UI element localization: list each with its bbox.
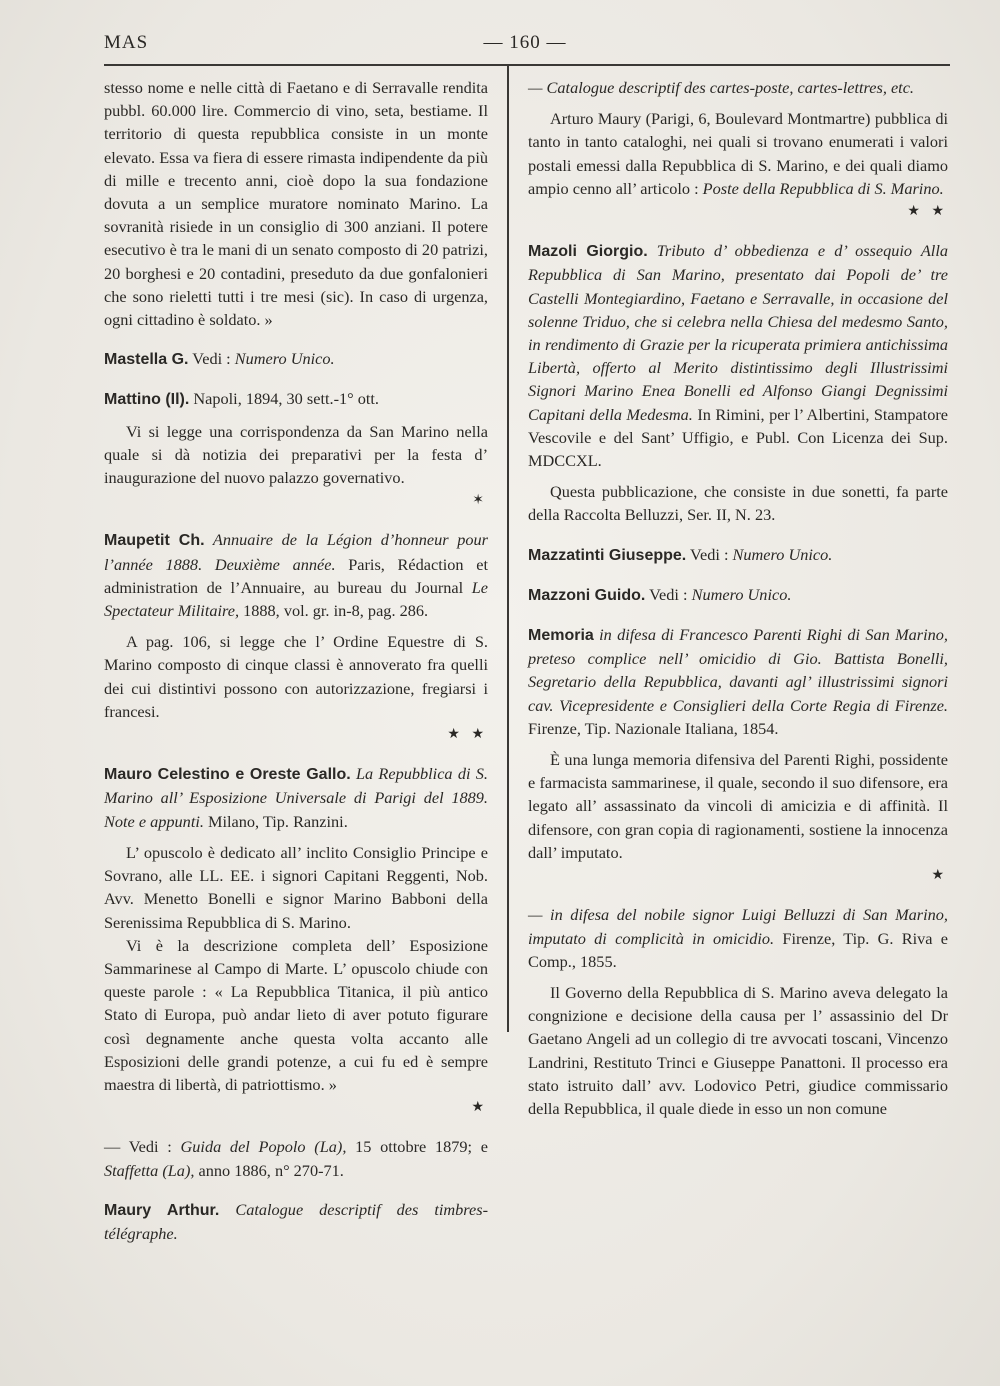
entry-maury (104, 1198, 488, 1245)
entry-ref: Numero Unico. (691, 584, 792, 604)
entry-note-text: Arturo Maury (Parigi, 6, Boulevard Montmartre) pubblica di tanto in tanto cataloghi, nei quali si trovano enumerati i valori postali emessi dalla Repubblica di S. Marino, e dei quali diamo ampio cenno all’ articolo : (528, 109, 948, 198)
entry-note: L’ opuscolo è dedicato all’ inclito Consiglio Principe e Sovrano, alle LL. EE. i signori Capitani Reggenti, Nob. Avv. Menetto Bonelli e signor Marino Babboni della Serenissima Repubblica di S. Marino. (104, 842, 488, 932)
asterisk-mark: ✶ (472, 493, 488, 509)
entry-title: Catalogue descriptif des timbres-télégraphe. (104, 1199, 488, 1243)
entry-text: In Rimini, per l’ Albertini, Stampatore Vescovile e del Sant’ Uffigio, e Publ. Con Licenza dei Sup. MDCCXL. (528, 404, 948, 471)
entry-text: Firenze, Tip. Nazionale Italiana, 1854. (528, 718, 779, 738)
page-header (104, 32, 946, 58)
entry-text-2: 15 ottobre 1879; e (346, 1137, 488, 1157)
star-mark: ★ ★ (907, 204, 948, 220)
right-column (528, 76, 948, 1136)
star-mark: ★ (931, 868, 948, 884)
entry-text: Firenze, Tip. G. Riva e Comp., 1855. (528, 928, 949, 971)
entry-title: — in difesa del nobile signor Luigi Belluzzi di San Marino, imputato di complicità in omicidio. (528, 905, 948, 948)
entry-text: Vedi : (188, 349, 235, 369)
entry-note (528, 107, 948, 200)
entry-text-2: 1888, vol. gr. in-8, pag. 286. (239, 601, 429, 621)
entry-title: in difesa di Francesco Parenti Righi di San Marino, preteso complice nell’ omicidio di Gio. Battista Bonelli, Segretario della Repubblica, davanti agl’ illustrissimi signori cav. Vicepresidente e Consiglieri della Corte Regia di Firenze. (528, 625, 948, 715)
entry-lead: Mattino (Il). (104, 391, 190, 409)
entry-text: — Vedi : (104, 1137, 181, 1157)
running-head: MAS (104, 32, 149, 53)
entry-lead: Mazoli Giorgio. (528, 243, 648, 261)
entry-mazoli (528, 239, 948, 526)
entry-mauro (104, 762, 488, 1119)
entry-ref: Numero Unico. (732, 544, 833, 564)
entry-title: Tributo d’ obbedienza e d’ ossequio Alla Repubblica di San Marino, presentato dai Popoli de’ tre Castelli Montegiardino, Faetano e Serravalle, in occasione del solenne Triduo, che si celebra nella Chiesa del medesmo Santo, in rendimento di Grazie per la ricuperata primiera antichissima Libertà, offerto al Merito distintissimo degli Illustrissimi Signori Marino Enea Bonelli ed Alfonso Giangi Degnissimi Capitani della Medesma. (528, 241, 948, 424)
entry-ref-2: Staffetta (La), (104, 1160, 195, 1180)
continued-paragraph: stesso nome e nelle città di Faetano e di Serravalle rendita pubbl. 60.000 lire. Commercio di vino, seta, bestiame. Il territorio di questa repubblica consiste in un monte elevato. Essa va fiera di essere rimasta indipendente da più di mille e trecento anni, cioè dopo la sua fondazione dovuta a un semplice muratore nominato Marino. La sovranità risiede in un consiglio di 300 anziani. Il potere esecutivo è tra le mani di un senato composto di 20 patrizi, 20 borghesi e 20 contadini, preseduto da due gonfalonieri che sono rieletti tutti i tre mesi (sic). In caso di urgenza, ogni cittadino è soldato. » (104, 78, 488, 330)
entry-mazzatinti (528, 543, 948, 567)
entry-text: Napoli, 1894, 30 sett.-1° ott. (189, 389, 379, 409)
entry-title: La Repubblica di S. Marino all’ Esposizione Universale di Parigi del 1889. Note e appunti. (104, 764, 488, 831)
star-mark: ★ ★ (447, 727, 488, 743)
star-mark: ★ (471, 1100, 488, 1116)
entry-lead: Mastella G. (104, 351, 189, 369)
entry-catalogue (528, 76, 948, 223)
entry-note-2: Vi è la descrizione completa dell’ Esposizione Sammarinese al Campo di Marte. L’ opuscolo chiude con queste parole : « La Repubblica Titanica, il più antico Stato di Europa, può andar lieto di aver potuto figurare così degnamente anche questa volta accanto alle Esposizioni delle grandi potenze, a cui fu ed è sempre maestra di libertà, di patriottismo. » (104, 935, 488, 1094)
entry-note: Vi si legge una corrispondenza da San Marino nella quale si dà notizia dei preparativi per la festa d’ inaugurazione del nuovo palazzo governativo. (104, 421, 488, 488)
entry-mazzoni (528, 583, 948, 607)
entry-title: Annuaire de la Légion d’honneur pour l’année 1888. Deuxième année. (104, 530, 488, 574)
entry-text: Paris, Rédaction et administration de l’Annuaire, au bureau du Journal (104, 554, 488, 597)
page-number: — 160 — (483, 32, 567, 53)
entry-mattino (104, 387, 488, 512)
entry-difesa (528, 903, 948, 1120)
entry-note-ref: Poste della Repubblica di S. Marino. (702, 178, 944, 198)
entry-memoria (528, 623, 948, 887)
entry-mastella (104, 347, 488, 371)
entry-title-2: Le Spectateur Militaire, (104, 577, 488, 621)
entry-lead: Memoria (528, 627, 594, 645)
entry-note: A pag. 106, si legge che l’ Ordine Equestre di S. Marino composto di cinque classi è annoverato fra quelli dei cui distintivi possono con autorizzazione, fregiarsi i francesi. (104, 632, 488, 721)
entry-ref: Numero Unico. (234, 349, 335, 369)
entry-text: Vedi : (686, 544, 733, 564)
entry-text: Milano, Tip. Ranzini. (203, 811, 348, 831)
entry-vedi (104, 1135, 488, 1181)
entry-title: — Catalogue descriptif des cartes-poste, cartes-lettres, etc. (528, 78, 915, 97)
entry-text-3: anno 1886, n° 270-71. (194, 1160, 344, 1180)
entry-text: Vedi : (645, 584, 692, 604)
entry-maupetit (104, 528, 488, 746)
entry-note: Il Governo della Repubblica di S. Marino aveva delegato la congnizione e decisione della causa per l’ assassinio del Dr Gaetano Angeli ad un collegio di tre avvocati toscani, Vincenzo Landrini, Restituto Trinci e Giuseppe Panattoni. Il processo era stato istruito dall’ avv. Lodovico Petri, giudice commissario della Repubblica, il quale diede in esso un non comune (528, 982, 948, 1118)
entry-lead: Maupetit Ch. (104, 532, 205, 550)
entry-note: È una lunga memoria difensiva del Parenti Righi, possidente e farmacista sammarinese, il quale, secondo il suo difensore, era legato all’ assassinato da vincoli di amicizia e di affinità. Il difensore, con gran copia di ragionamenti, sostiene la innocenza dall’ imputato. (528, 750, 948, 862)
left-column (104, 76, 488, 1261)
entry-note: Questa pubblicazione, che consiste in due sonetti, fa parte della Raccolta Belluzzi, Ser. II, N. 23. (528, 482, 948, 525)
entry-lead: Mazzatinti Giuseppe. (528, 546, 687, 564)
column-divider (507, 66, 509, 1032)
entry-lead: Mauro Celestino e Oreste Gallo. (104, 766, 351, 784)
entry-lead: Maury Arthur. (104, 1201, 220, 1219)
entry-ref: Guida del Popolo (La), (180, 1137, 347, 1157)
header-rule (104, 64, 950, 66)
entry-lead: Mazzoni Guido. (528, 586, 646, 604)
